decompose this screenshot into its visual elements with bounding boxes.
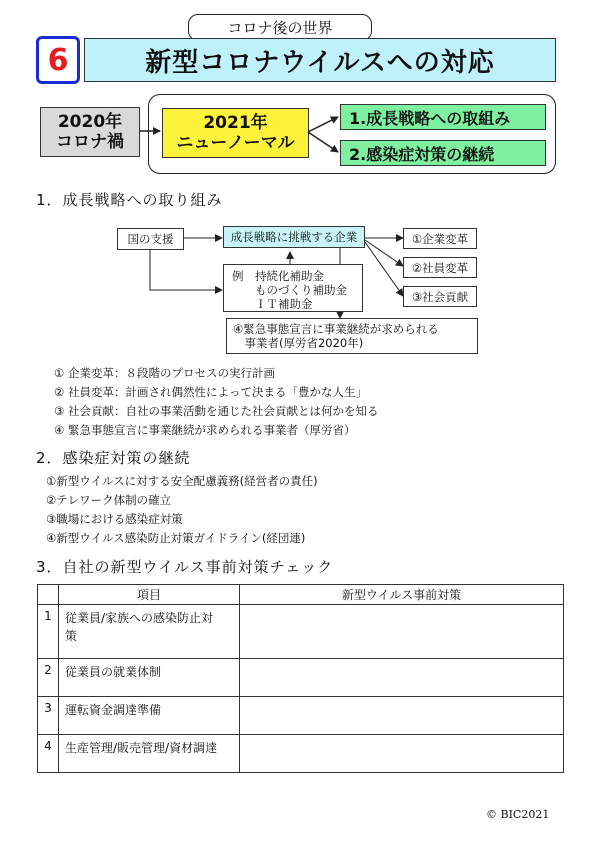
note-item: ② 社員変革：計画され偶然性によって決まる「豊かな人生」 [54,385,367,399]
row-item-line: 生産管理/販売管理/資材調達 [65,741,218,755]
row-measure-cell[interactable] [240,735,564,773]
target-infection: 2.感染症対策の継続 [340,140,546,166]
table-row [38,605,564,659]
copyright: © BIC2021 [486,808,550,821]
box-out4 [226,318,478,354]
box-2020-label: コロナ禍 [56,132,124,152]
arrow-to-infection [308,132,338,152]
box-2020-year: 2020年 [57,112,123,132]
row-no: 1 [38,605,59,659]
note-item: ③ 社会貢献：自社の事業活動を通じた社会貢献とは何かを知る [54,404,379,418]
row-item [59,659,240,697]
target-growth: 1.成長戦略への取組み [340,104,546,130]
row-measure-cell[interactable] [240,697,564,735]
row-item-line: 従業員/家族への感染防止対 [65,611,214,625]
section2-list [46,472,318,548]
page-title: 新型コロナウイルスへの対応 [84,38,556,82]
header-no [38,585,59,605]
row-no: 2 [38,659,59,697]
table-header-row [38,585,564,605]
box-out3: ③社会貢献 [403,286,477,307]
box-company: 成長戦略に挑戦する企業 [223,226,365,248]
chapter-number: 6 [36,36,80,84]
section2-heading: 2．感染症対策の継続 [36,449,191,467]
section3-heading: 3．自社の新型ウイルス事前対策チェック [36,558,334,576]
row-item [59,605,240,659]
arrow-to-growth [308,117,338,132]
out4-line: 事業者(厚労省2020年) [233,336,364,350]
table-row [38,659,564,697]
section1-heading: 1．成長戦略への取り組み [36,191,223,209]
list-item: ③職場における感染症対策 [46,512,183,526]
row-item-line: 策 [65,629,78,643]
check-table [37,584,564,773]
box-out2: ②社員変革 [403,257,477,278]
subsidy-line: 例 持続化補助金 [232,269,324,283]
row-item [59,697,240,735]
list-item: ②テレワーク体制の確立 [46,493,172,507]
box-2021-year: 2021年 [203,113,268,133]
list-item: ①新型ウイルスに対する安全配慮義務(経営者の責任) [46,474,318,488]
series-label: コロナ後の世界 [188,14,372,41]
row-item-line: 従業員の就業体制 [65,665,162,679]
row-measure-cell[interactable] [240,605,564,659]
box-out1: ①企業変革 [403,228,477,249]
note-item: ① 企業変革：８段階のプロセスの実行計画 [54,366,275,380]
box-subsidy [223,264,363,312]
arrow-company-out3 [365,242,403,296]
row-no: 3 [38,697,59,735]
list-item: ④新型ウイルス感染防止対策ガイドライン(経団連) [46,531,306,545]
table-row [38,697,564,735]
arrow-company-out2 [365,240,403,266]
box-2021-label: ニューノーマル [176,133,295,153]
header-measure: 新型ウイルス事前対策 [240,585,564,605]
note-item: ④ 緊急事態宣言に事業継続が求められる事業者（厚労省） [54,423,356,437]
out4-line: ④緊急事態宣言に事業継続が求められる [233,322,439,336]
subsidy-line: ＩＴ補助金 [232,297,313,311]
box-support: 国の支援 [117,228,184,250]
row-item [59,735,240,773]
table-row [38,735,564,773]
header-item: 項目 [59,585,240,605]
row-no: 4 [38,735,59,773]
section1-notes [54,364,378,440]
row-item-line: 運転資金調達準備 [65,703,162,717]
row-measure-cell[interactable] [240,659,564,697]
arrow-support-subsidy [150,250,222,290]
subsidy-line: ものづくり補助金 [232,283,347,297]
